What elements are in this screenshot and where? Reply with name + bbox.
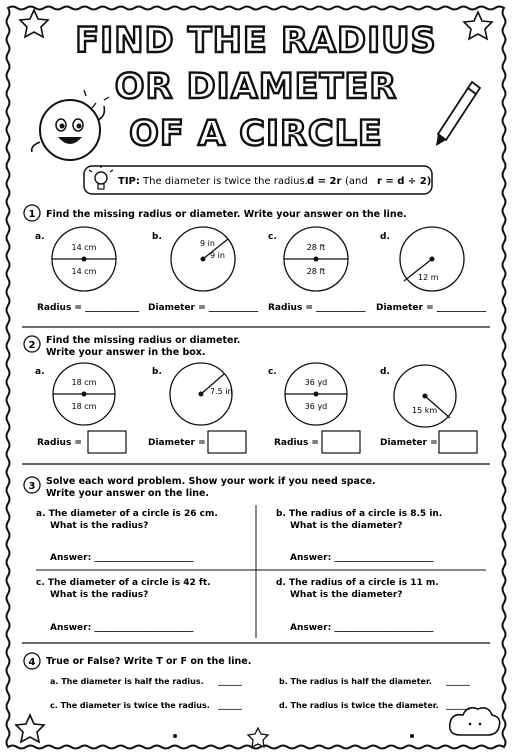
title-line-2: OR DIAMETER [114,67,398,107]
word-problem: c. The diameter of a circle is 42 ft. [36,578,211,588]
true-false-statement: b. The radius is half the diameter. [279,677,432,686]
answer-line[interactable]: Answer: ______________________ [290,553,434,563]
tip-formula-radius: r = d ÷ 2) [377,176,432,187]
cloud-icon [450,708,500,735]
true-false-statement: c. The diameter is twice the radius. [50,701,210,710]
true-false-blank[interactable]: ______ [218,701,242,710]
measure-label: 14 cm [71,243,97,252]
true-false-blank[interactable]: ______ [446,701,470,710]
answer-line[interactable]: Answer: ______________________ [290,623,434,633]
tip-label: TIP: [118,176,140,187]
measure-label: 36 yd [304,378,328,387]
star-icon [20,10,48,37]
section-instruction: Find the missing radius or diameter. [46,335,241,346]
answer-line[interactable]: Diameter = ___________ [376,303,487,313]
answer-line[interactable]: Radius = ____________ [37,303,140,313]
answer-line[interactable]: Answer: ______________________ [50,553,194,563]
measure-label: 9 in [200,239,215,248]
section-number: 2 [28,340,36,351]
section-number: 3 [28,481,36,492]
section-4 [24,653,470,710]
true-false-statement: d. The radius is twice the diameter. [279,701,439,710]
sparkle-icon [410,734,414,738]
section-instruction: True or False? Write T or F on the line. [46,656,252,667]
answer-line[interactable]: Answer: ______________________ [50,623,194,633]
answer-box[interactable] [88,431,126,453]
tip-and: (and [345,176,368,187]
section-instruction: Solve each word problem. Show your work if you need space. [46,476,376,487]
true-false-blank[interactable]: ______ [446,677,470,686]
section-1 [24,205,487,313]
answer-label: Radius = [274,438,319,448]
measure-label: 18 cm [71,378,97,387]
tip-text: The diameter is twice the radius. [143,176,308,187]
tip-formula-diameter: d = 2r [307,176,342,187]
section-instruction: Find the missing radius or diameter. Write your answer on the line. [46,209,407,220]
answer-box[interactable] [439,431,477,453]
measure-label: 14 cm [71,267,97,276]
item-letter: c. [268,367,277,377]
answer-box[interactable] [208,431,246,453]
circle-diagram [394,365,456,427]
answer-label: Radius = [37,438,82,448]
word-problem-question: What is the diameter? [290,590,403,600]
circle-diagram [52,227,116,291]
word-problem-question: What is the radius? [50,521,149,531]
measure-label: 28 ft [306,267,326,276]
item-letter: d. [380,367,390,377]
answer-box[interactable] [322,431,360,453]
circle-diagram [53,363,115,425]
section-2 [24,335,477,453]
section-instruction: Write your answer in the box. [46,347,206,358]
title-line-1: FIND THE RADIUS [75,21,437,61]
section-number: 4 [28,657,36,668]
word-problem: a. The diameter of a circle is 26 cm. [36,509,218,519]
item-letter: b. [152,367,162,377]
measure-label: 9 in [210,251,225,260]
measure-label: 18 cm [71,402,97,411]
measure-label: 7.5 in [210,387,233,396]
answer-line[interactable]: Diameter = ___________ [148,303,259,313]
star-icon [248,728,268,747]
word-problem-question: What is the radius? [50,590,149,600]
word-problem: b. The radius of a circle is 8.5 in. [276,509,443,519]
item-letter: d. [380,232,390,242]
true-false-statement: a. The diameter is half the radius. [50,677,204,686]
pencil-icon [436,82,480,146]
word-problem-question: What is the diameter? [290,521,403,531]
title-line-3: OF A CIRCLE [129,114,383,154]
section-number: 1 [28,209,36,220]
measure-label: 15 km [412,406,438,415]
circle-diagram [171,227,235,291]
answer-line[interactable]: Radius = ___________ [268,303,366,313]
measure-label: 28 ft [306,243,326,252]
item-letter: b. [152,232,162,242]
section-instruction: Write your answer on the line. [46,488,210,499]
measure-label: 36 yd [304,402,328,411]
star-icon [464,12,492,39]
word-problem: d. The radius of a circle is 11 m. [276,578,439,588]
circle-mascot-icon [32,90,109,160]
star-icon [16,715,44,742]
true-false-blank[interactable]: ______ [218,677,242,686]
circle-diagram [285,363,347,425]
item-letter: c. [268,232,277,242]
answer-label: Diameter = [148,438,206,448]
item-letter: a. [35,367,45,377]
measure-label: 12 m [418,273,439,282]
section-3 [24,476,486,638]
item-letter: a. [35,232,45,242]
title [75,21,436,154]
circle-diagram [284,227,348,291]
sparkle-icon [173,734,177,738]
answer-label: Diameter = [380,438,438,448]
